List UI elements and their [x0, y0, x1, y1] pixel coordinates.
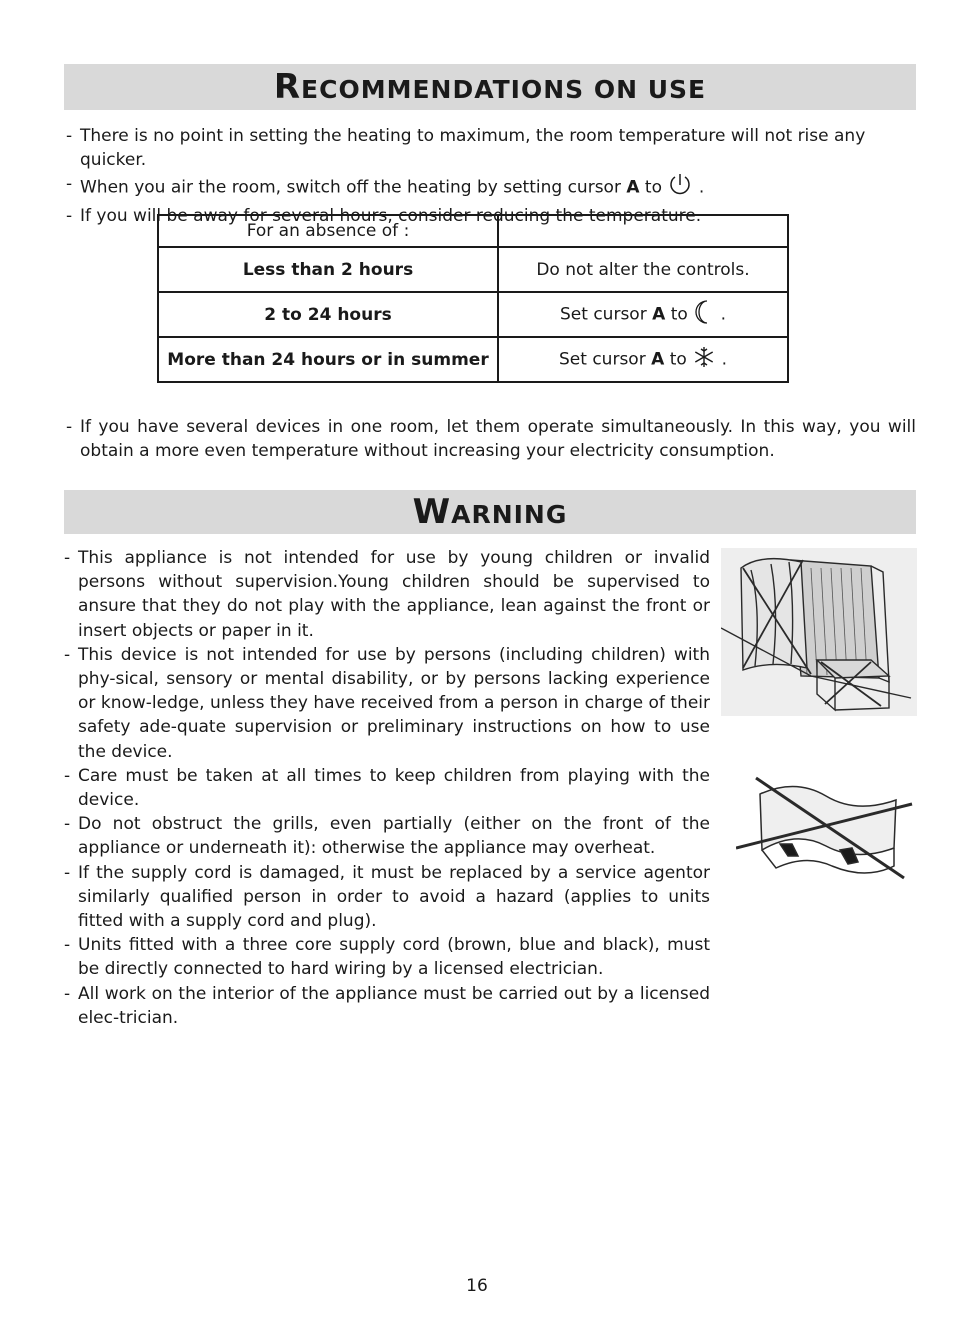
heater-covered-illustration — [721, 548, 917, 716]
list-item: - This appliance is not intended for use by young children or invalid persons without supervision.Young children should be supervised to ansure that they do not play with the appliance, lean against the front or insert objects or paper in it. — [64, 548, 710, 641]
list-item: - If you will be away for several hours, consider reducing the temperature. — [66, 205, 702, 226]
table-row — [158, 215, 788, 247]
list-item: - If the supply cord is damaged, it must be replaced by a service agentor similarly qualified person in order to avoid a hazard (applies to units fitted with a supply cord and plug). — [64, 862, 710, 932]
table-row: 2 to 24 hours Set cursor A to . — [158, 292, 788, 337]
list-item: - Care must be taken at all times to keep children from playing with the device. — [64, 765, 710, 811]
list-item: - Do not obstruct the grills, even partially (either on the front of the appliance or underneath it): otherwise the appliance may overheat. — [64, 814, 710, 859]
warning-list — [64, 546, 710, 1030]
moon-icon — [693, 299, 715, 330]
list-item: - All work on the interior of the appliance must be carried out by a licensed elec-trician. — [64, 983, 710, 1028]
list-item: - Units fitted with a three core supply cord (brown, blue and black), must be directly connected to hard wiring by a licensed electrician. — [64, 935, 710, 980]
table-header-cell: For an absence of : — [158, 215, 498, 247]
absence-table — [157, 214, 789, 383]
table-row: More than 24 hours or in summer Set cursor A to . — [158, 337, 788, 382]
list-item: - This device is not intended for use by persons (including children) with phy-sical, sensory or mental disability, or by persons lacking experience or know-ledge, unless they have received from a person in charge of their safety ade-quate supervision or preliminary instructions on how to use the device. — [64, 644, 710, 762]
snowflake-icon — [692, 345, 716, 374]
underneath-blocked-illustration — [736, 738, 916, 924]
list-item: - When you air the room, switch off the heating by setting cursor A to . — [66, 172, 936, 203]
page-number: 16 — [466, 1276, 488, 1296]
table-row: Less than 2 hours Do not alter the controls. — [158, 247, 788, 292]
table-header-cell-empty — [498, 215, 788, 247]
power-standby-icon — [667, 172, 693, 203]
list-item: - There is no point in setting the heating to maximum, the room temperature will not rise any quicker. — [66, 126, 866, 171]
several-devices-note: - If you have several devices in one room, let them operate simultaneously. In this way, you will obtain a more even temperature without increasing your electricity consumption. — [66, 417, 916, 462]
warning-heading: WARNING — [64, 490, 916, 534]
recommendations-heading: RECOMMENDATIONS ON USE — [64, 64, 916, 110]
recommendations-list — [66, 124, 936, 228]
